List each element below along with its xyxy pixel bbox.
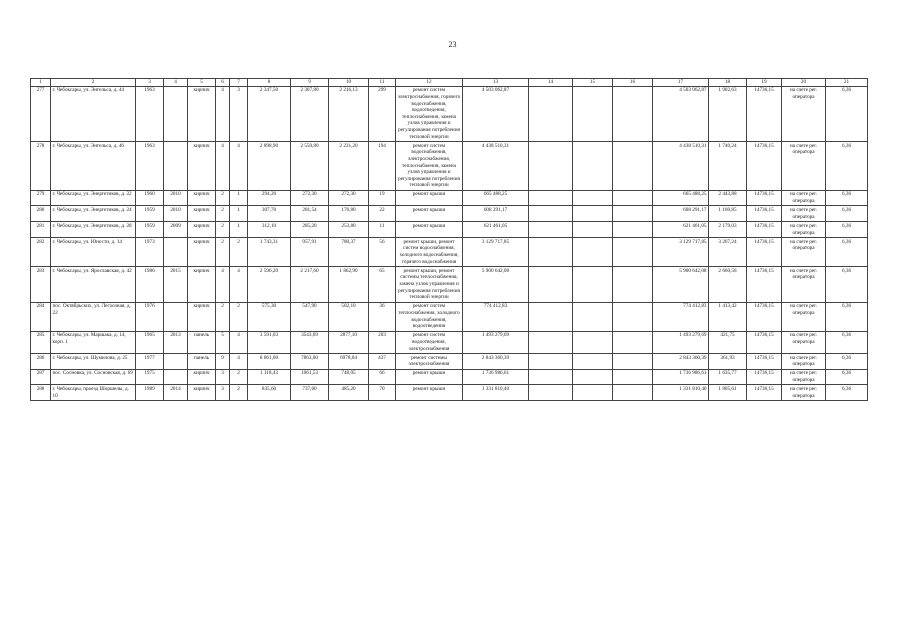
living-area-cell: 2877,10: [329, 331, 369, 353]
living-area-cell: 502,10: [329, 302, 369, 331]
total-area-cell: 8 861,00: [248, 353, 291, 369]
empty-cell: [613, 267, 653, 303]
empty-cell: [529, 222, 573, 238]
row-number: 277: [31, 86, 51, 141]
works-cell: ремонт крыши, ремонт системы теплоснабжения, замена узлов управления и регулирования потребления тепловой энергии: [396, 267, 463, 303]
fund-cost-cell: 1 736 986,61: [653, 369, 709, 385]
table-row: [31, 141, 868, 190]
total-cost-cell: 1 736 986,61: [463, 369, 529, 385]
unit-cost-cell: 1 805,61: [709, 385, 747, 401]
empty-cell: [573, 353, 613, 369]
table-row: [31, 331, 868, 353]
max-unit-cost-cell: 14736,15: [747, 331, 782, 353]
term-cell: 6,36: [826, 385, 868, 401]
living-area-cell: 485,20: [329, 385, 369, 401]
year-built-cell: 1963: [136, 141, 164, 190]
term-cell: 6,36: [826, 141, 868, 190]
residents-cell: 19: [369, 190, 396, 206]
residents-cell: 203: [369, 331, 396, 353]
total-area-cell: 1 743,31: [248, 238, 291, 267]
address-cell: пос. Октябрьских, ул. Лесхозная, д. 22: [51, 302, 136, 331]
row-number: 288: [31, 385, 51, 401]
year-built-cell: 1960: [136, 190, 164, 206]
max-unit-cost-cell: 14736,15: [747, 86, 782, 141]
empty-cell: [573, 222, 613, 238]
unit-cost-cell: 1 160,85: [709, 206, 747, 222]
address-cell: г. Чебоксары, ул. Энергетиков, д. 22: [51, 190, 136, 206]
column-number: 10: [329, 79, 369, 87]
year-built-cell: 1975: [136, 369, 164, 385]
empty-cell: [573, 86, 613, 141]
wall-material-cell: кирпич: [188, 86, 216, 141]
residents-cell: 36: [369, 302, 396, 331]
row-number: 285: [31, 331, 51, 353]
living-area-cell: 253,80: [329, 222, 369, 238]
residents-cell: 66: [369, 369, 396, 385]
funding-method-cell: на счете рег. оператора: [782, 331, 826, 353]
column-number: 3: [136, 79, 164, 87]
max-unit-cost-cell: 14736,15: [747, 302, 782, 331]
total-area-cell: 3 591,03: [248, 331, 291, 353]
table-row: [31, 385, 868, 401]
table-row: [31, 206, 868, 222]
max-unit-cost-cell: 14736,15: [747, 267, 782, 303]
total-cost-cell: 774 412,83: [463, 302, 529, 331]
entrances-cell: 2: [230, 385, 248, 401]
unit-cost-cell: 2 660,58: [709, 267, 747, 303]
fund-cost-cell: 2 843 360,39: [653, 353, 709, 369]
wall-material-cell: кирпич: [188, 222, 216, 238]
row-number: 278: [31, 141, 51, 190]
residential-area-cell: 547,90: [291, 302, 329, 331]
total-area-cell: 2 898,90: [248, 141, 291, 190]
empty-cell: [529, 331, 573, 353]
total-cost-cell: 621 461,05: [463, 222, 529, 238]
max-unit-cost-cell: 14736,15: [747, 353, 782, 369]
residential-area-cell: 285,20: [291, 222, 329, 238]
works-cell: ремонт систем водоотведения, электроснабжения: [396, 331, 463, 353]
empty-cell: [573, 369, 613, 385]
year-renovated-cell: 2013: [164, 331, 188, 353]
address-cell: г. Чебоксары, ул. Энгельса, д. 44: [51, 86, 136, 141]
living-area-cell: 748,05: [329, 369, 369, 385]
residential-area-cell: 7863,00: [291, 353, 329, 369]
column-number: 2: [51, 79, 136, 87]
wall-material-cell: кирпич: [188, 238, 216, 267]
table-row: [31, 190, 868, 206]
empty-cell: [529, 238, 573, 267]
table-row: [31, 222, 868, 238]
max-unit-cost-cell: 14736,15: [747, 190, 782, 206]
works-cell: ремонт систем теплоснабжения, холодного водоснабжения, водоотведения: [396, 302, 463, 331]
floors-cell: 3: [216, 385, 230, 401]
empty-cell: [529, 302, 573, 331]
floors-cell: 4: [216, 86, 230, 141]
table-row: [31, 86, 868, 141]
column-number: 6: [216, 79, 230, 87]
column-number: 8: [248, 79, 291, 87]
column-number: 20: [782, 79, 826, 87]
column-number: 14: [529, 79, 573, 87]
wall-material-cell: кирпич: [188, 206, 216, 222]
empty-cell: [573, 302, 613, 331]
funding-method-cell: на счете рег. оператора: [782, 353, 826, 369]
max-unit-cost-cell: 14736,15: [747, 222, 782, 238]
term-cell: 6,36: [826, 238, 868, 267]
row-number: 287: [31, 369, 51, 385]
column-number: 19: [747, 79, 782, 87]
row-number: 280: [31, 206, 51, 222]
works-cell: ремонт крыши: [396, 206, 463, 222]
total-cost-cell: 1 493 279,69: [463, 331, 529, 353]
empty-cell: [529, 86, 573, 141]
empty-cell: [529, 369, 573, 385]
total-cost-cell: 5 900 642,08: [463, 267, 529, 303]
unit-cost-cell: 3 267,24: [709, 238, 747, 267]
table-row: [31, 369, 868, 385]
capital-repair-table: [30, 78, 868, 401]
term-cell: 6,36: [826, 190, 868, 206]
fund-cost-cell: 774 412,83: [653, 302, 709, 331]
fund-cost-cell: 621 461,05: [653, 222, 709, 238]
term-cell: 6,36: [826, 222, 868, 238]
total-area-cell: 2 596,20: [248, 267, 291, 303]
column-number: 21: [826, 79, 868, 87]
unit-cost-cell: 421,75: [709, 331, 747, 353]
works-cell: ремонт систем водоснабжения, электроснабжения, теплоснабжения, замена узлов управления и регулирования потребления тепловой энергии: [396, 141, 463, 190]
residential-area-cell: 272,30: [291, 190, 329, 206]
floors-cell: 2: [216, 190, 230, 206]
term-cell: 6,36: [826, 302, 868, 331]
residential-area-cell: 281,54: [291, 206, 329, 222]
entrances-cell: 1: [230, 206, 248, 222]
floors-cell: 4: [216, 267, 230, 303]
year-built-cell: 1959: [136, 206, 164, 222]
year-renovated-cell: [164, 353, 188, 369]
residents-cell: 11: [369, 222, 396, 238]
living-area-cell: 1 862,90: [329, 267, 369, 303]
residents-cell: 194: [369, 141, 396, 190]
empty-cell: [613, 369, 653, 385]
max-unit-cost-cell: 14736,15: [747, 206, 782, 222]
wall-material-cell: кирпич: [188, 385, 216, 401]
column-number: 12: [396, 79, 463, 87]
entrances-cell: 1: [230, 222, 248, 238]
empty-cell: [613, 238, 653, 267]
year-renovated-cell: [164, 302, 188, 331]
address-cell: г. Чебоксары, ул. Ярославская, д. 42: [51, 267, 136, 303]
year-renovated-cell: [164, 86, 188, 141]
entrances-cell: 2: [230, 369, 248, 385]
term-cell: 6,36: [826, 86, 868, 141]
total-area-cell: 294,20: [248, 190, 291, 206]
funding-method-cell: на счете рег. оператора: [782, 86, 826, 141]
unit-cost-cell: 2 443,88: [709, 190, 747, 206]
empty-cell: [613, 353, 653, 369]
funding-method-cell: на счете рег. оператора: [782, 267, 826, 303]
row-number: 279: [31, 190, 51, 206]
works-cell: ремонт крыши: [396, 369, 463, 385]
empty-cell: [573, 206, 613, 222]
empty-cell: [613, 302, 653, 331]
residents-cell: 299: [369, 86, 396, 141]
empty-cell: [613, 141, 653, 190]
wall-material-cell: кирпич: [188, 369, 216, 385]
term-cell: 6,36: [826, 331, 868, 353]
year-built-cell: 1977: [136, 353, 164, 369]
floors-cell: 2: [216, 302, 230, 331]
term-cell: 6,36: [826, 267, 868, 303]
max-unit-cost-cell: 14736,15: [747, 141, 782, 190]
total-area-cell: 312,10: [248, 222, 291, 238]
table-row: [31, 353, 868, 369]
year-built-cell: 1976: [136, 302, 164, 331]
wall-material-cell: кирпич: [188, 141, 216, 190]
empty-cell: [573, 238, 613, 267]
empty-cell: [613, 206, 653, 222]
year-renovated-cell: [164, 369, 188, 385]
wall-material-cell: панель: [188, 353, 216, 369]
residents-cell: 70: [369, 385, 396, 401]
floors-cell: 9: [216, 353, 230, 369]
total-cost-cell: 2 843 360,39: [463, 353, 529, 369]
wall-material-cell: панель: [188, 331, 216, 353]
total-area-cell: 835,60: [248, 385, 291, 401]
total-cost-cell: 608 291,17: [463, 206, 529, 222]
address-cell: пос. Сосновка, ул. Сосновская, д. 69: [51, 369, 136, 385]
empty-cell: [529, 353, 573, 369]
empty-cell: [529, 206, 573, 222]
funding-method-cell: на счете рег. оператора: [782, 141, 826, 190]
column-number: 9: [291, 79, 329, 87]
works-cell: ремонт систем электроснабжения, горячего водоснабжения, водоотведения, теплоснабжения, замена узлов управления и регулирования потребления тепловой энергии: [396, 86, 463, 141]
residential-area-cell: 2 217,60: [291, 267, 329, 303]
empty-cell: [529, 267, 573, 303]
living-area-cell: 780,37: [329, 238, 369, 267]
year-renovated-cell: 2014: [164, 385, 188, 401]
total-cost-cell: 1 331 810,40: [463, 385, 529, 401]
column-number: 4: [164, 79, 188, 87]
year-renovated-cell: 2009: [164, 222, 188, 238]
total-cost-cell: 4 438 510,31: [463, 141, 529, 190]
row-number: 283: [31, 267, 51, 303]
entrances-cell: 4: [230, 141, 248, 190]
fund-cost-cell: 665 488,25: [653, 190, 709, 206]
column-number: 15: [573, 79, 613, 87]
fund-cost-cell: 1 493 279,69: [653, 331, 709, 353]
entrances-cell: 1: [230, 190, 248, 206]
floors-cell: 3: [216, 369, 230, 385]
address-cell: г. Чебоксары, ул. Маршака, д. 14, корп. 1: [51, 331, 136, 353]
residential-area-cell: 3543,69: [291, 331, 329, 353]
table-row: [31, 267, 868, 303]
column-number: 11: [369, 79, 396, 87]
total-cost-cell: 3 129 717,85: [463, 238, 529, 267]
total-area-cell: 1 118,43: [248, 369, 291, 385]
living-area-cell: 2 231,20: [329, 141, 369, 190]
total-area-cell: 2 347,50: [248, 86, 291, 141]
entrances-cell: 4: [230, 267, 248, 303]
empty-cell: [573, 267, 613, 303]
column-number: 18: [709, 79, 747, 87]
year-built-cell: 1973: [136, 238, 164, 267]
residential-area-cell: 2 307,80: [291, 86, 329, 141]
table-row: [31, 238, 868, 267]
residential-area-cell: 2 550,80: [291, 141, 329, 190]
empty-cell: [613, 86, 653, 141]
address-cell: г. Чебоксары, проезд Шоршелы, д. 10: [51, 385, 136, 401]
entrances-cell: 2: [230, 302, 248, 331]
fund-cost-cell: 5 900 642,08: [653, 267, 709, 303]
floors-cell: 2: [216, 238, 230, 267]
wall-material-cell: кирпич: [188, 302, 216, 331]
empty-cell: [573, 141, 613, 190]
table-body: [31, 79, 868, 401]
unit-cost-cell: 1 413,42: [709, 302, 747, 331]
entrances-cell: 4: [230, 353, 248, 369]
floors-cell: 5: [216, 331, 230, 353]
funding-method-cell: на счете рег. оператора: [782, 385, 826, 401]
address-cell: г. Чебоксары, ул. Юности, д. 14: [51, 238, 136, 267]
wall-material-cell: кирпич: [188, 267, 216, 303]
residents-cell: 22: [369, 206, 396, 222]
empty-cell: [573, 385, 613, 401]
year-renovated-cell: 2015: [164, 267, 188, 303]
residents-cell: 437: [369, 353, 396, 369]
funding-method-cell: на счете рег. оператора: [782, 238, 826, 267]
residential-area-cell: 1061,53: [291, 369, 329, 385]
year-built-cell: 1965: [136, 331, 164, 353]
empty-cell: [613, 190, 653, 206]
unit-cost-cell: 361,93: [709, 353, 747, 369]
total-cost-cell: 665 488,25: [463, 190, 529, 206]
funding-method-cell: на счете рег. оператора: [782, 302, 826, 331]
unit-cost-cell: 1 902,63: [709, 86, 747, 141]
funding-method-cell: на счете рег. оператора: [782, 206, 826, 222]
works-cell: ремонт крыши: [396, 385, 463, 401]
empty-cell: [529, 190, 573, 206]
column-number: 5: [188, 79, 216, 87]
fund-cost-cell: 1 331 810,40: [653, 385, 709, 401]
max-unit-cost-cell: 14736,15: [747, 369, 782, 385]
row-number: 286: [31, 353, 51, 369]
living-area-cell: 272,30: [329, 190, 369, 206]
residents-cell: 56: [369, 238, 396, 267]
funding-method-cell: на счете рег. оператора: [782, 222, 826, 238]
max-unit-cost-cell: 14736,15: [747, 238, 782, 267]
column-number: 7: [230, 79, 248, 87]
year-renovated-cell: [164, 141, 188, 190]
living-area-cell: 176,80: [329, 206, 369, 222]
total-area-cell: 307,70: [248, 206, 291, 222]
residential-area-cell: 737,60: [291, 385, 329, 401]
empty-cell: [613, 331, 653, 353]
address-cell: г. Чебоксары, ул. Энергетиков, д. 24: [51, 206, 136, 222]
funding-method-cell: на счете рег. оператора: [782, 369, 826, 385]
address-cell: г. Чебоксары, ул. Энергетиков, д. 28: [51, 222, 136, 238]
living-area-cell: 6978,04: [329, 353, 369, 369]
column-number: 16: [613, 79, 653, 87]
row-number: 282: [31, 238, 51, 267]
max-unit-cost-cell: 14736,15: [747, 385, 782, 401]
column-number: 13: [463, 79, 529, 87]
works-cell: ремонт крыши: [396, 222, 463, 238]
fund-cost-cell: 4 438 510,31: [653, 141, 709, 190]
year-renovated-cell: 2010: [164, 190, 188, 206]
year-built-cell: 1989: [136, 385, 164, 401]
year-renovated-cell: [164, 238, 188, 267]
address-cell: г. Чебоксары, ул. Энгельса, д. 46: [51, 141, 136, 190]
table-row: [31, 302, 868, 331]
empty-cell: [613, 385, 653, 401]
empty-cell: [573, 331, 613, 353]
floors-cell: 2: [216, 222, 230, 238]
total-area-cell: 575,30: [248, 302, 291, 331]
unit-cost-cell: 2 179,03: [709, 222, 747, 238]
works-cell: ремонт крыши: [396, 190, 463, 206]
row-number: 284: [31, 302, 51, 331]
year-built-cell: 1959: [136, 222, 164, 238]
unit-cost-cell: 1 635,77: [709, 369, 747, 385]
living-area-cell: 2 216,13: [329, 86, 369, 141]
column-number: 1: [31, 79, 51, 87]
wall-material-cell: кирпич: [188, 190, 216, 206]
year-built-cell: 1963: [136, 86, 164, 141]
page-number: 23: [448, 40, 457, 49]
entrances-cell: 4: [230, 331, 248, 353]
empty-cell: [573, 190, 613, 206]
funding-method-cell: на счете рег. оператора: [782, 190, 826, 206]
floors-cell: 4: [216, 141, 230, 190]
fund-cost-cell: 3 129 717,85: [653, 238, 709, 267]
column-number: 17: [653, 79, 709, 87]
fund-cost-cell: 4 503 062,87: [653, 86, 709, 141]
floors-cell: 2: [216, 206, 230, 222]
term-cell: 6,36: [826, 353, 868, 369]
empty-cell: [529, 385, 573, 401]
residential-area-cell: 957,91: [291, 238, 329, 267]
entrances-cell: 2: [230, 238, 248, 267]
empty-cell: [613, 222, 653, 238]
term-cell: 6,36: [826, 369, 868, 385]
unit-cost-cell: 1 740,24: [709, 141, 747, 190]
total-cost-cell: 4 503 062,87: [463, 86, 529, 141]
entrances-cell: 3: [230, 86, 248, 141]
fund-cost-cell: 608 291,17: [653, 206, 709, 222]
empty-cell: [529, 141, 573, 190]
year-built-cell: 1986: [136, 267, 164, 303]
year-renovated-cell: 2010: [164, 206, 188, 222]
works-cell: ремонт крыши, ремонт систем водоснабжения, холодного водоснабжения, горячего водоснабжения: [396, 238, 463, 267]
address-cell: г. Чебоксары, ул. Шумилова, д. 25: [51, 353, 136, 369]
column-number-row: [31, 79, 868, 87]
residents-cell: 65: [369, 267, 396, 303]
works-cell: ремонт системы электроснабжения: [396, 353, 463, 369]
term-cell: 6,36: [826, 206, 868, 222]
row-number: 281: [31, 222, 51, 238]
